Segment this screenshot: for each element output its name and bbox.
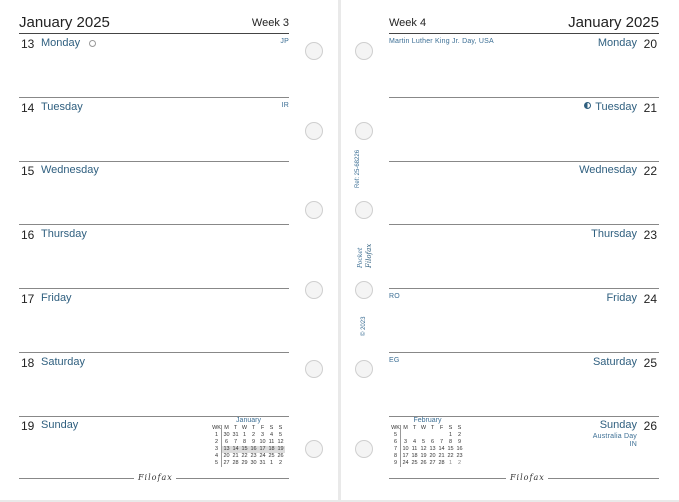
left-week-label: Week 3 (251, 17, 289, 29)
mini-calendar-cell[interactable]: 20 (223, 453, 230, 459)
mini-calendar-cell[interactable]: 12 (420, 446, 427, 452)
right-footer-rule-a (389, 478, 506, 479)
left-footer-rule-a (19, 478, 134, 479)
left-month-title: January 2025 (19, 14, 110, 31)
mini-calendar-cell[interactable]: 25 (411, 460, 418, 466)
spine-ref: Ref: 25-68226 (355, 149, 361, 188)
ring-hole (305, 122, 323, 140)
mini-calendar-cell[interactable]: 8 (391, 453, 401, 460)
mini-calendar-cell[interactable]: 29 (241, 460, 248, 466)
mini-calendar-cell[interactable]: 18 (411, 453, 418, 459)
day-name: Monday (41, 37, 81, 49)
day-row[interactable] (19, 161, 289, 225)
mini-calendar-header-cell: T (251, 425, 256, 431)
holiday-note: EG (389, 356, 400, 364)
mini-calendar-cell[interactable]: 22 (241, 453, 248, 459)
mini-calendar-title: January (236, 417, 261, 424)
mini-calendar-cell[interactable]: 26 (420, 460, 427, 466)
right-brand-logo: Filofax (510, 473, 545, 482)
day-name: Sunday (41, 419, 79, 432)
mini-calendar-week (212, 439, 285, 446)
mini-calendar-cell[interactable]: 4 (269, 432, 274, 438)
mini-calendar-cell[interactable]: 2 (212, 439, 222, 446)
ring-hole (305, 360, 323, 378)
mini-calendar-cell[interactable]: 30 (250, 460, 257, 466)
country-code: IR (281, 101, 289, 109)
mini-calendar-cell[interactable]: 28 (232, 460, 239, 466)
mini-calendar-cell[interactable]: 6 (430, 439, 435, 445)
mini-calendar-week (391, 453, 464, 460)
mini-calendar-header-cell: M (224, 425, 229, 431)
day-name: Tuesday (595, 100, 637, 113)
day-name: Saturday (592, 355, 637, 368)
mini-calendar-title: February (413, 417, 442, 424)
day-number: 15 (21, 164, 35, 179)
mini-calendar-cell[interactable]: 22 (447, 453, 454, 459)
mini-calendar-header-cell: W (420, 425, 427, 431)
ring-hole (355, 281, 373, 299)
mini-calendar-cell[interactable]: 31 (232, 432, 239, 438)
ring-hole (355, 122, 373, 140)
mini-calendar-cell[interactable]: 19 (420, 453, 427, 459)
mini-calendar-cell[interactable]: 23 (250, 453, 257, 459)
mini-calendar-cell[interactable]: 8 (242, 439, 247, 445)
mini-calendar-cell[interactable] (419, 432, 428, 439)
mini-calendar-cell[interactable]: 6 (224, 439, 229, 445)
mini-calendar-cell[interactable]: 1 (242, 432, 247, 438)
day-name: Tuesday (41, 100, 83, 113)
mini-calendar-cell[interactable]: 12 (277, 439, 284, 445)
mini-calendar-header-cell: T (412, 425, 417, 431)
day-name: Monday (597, 37, 637, 49)
mini-calendar-header-cell: W (241, 425, 248, 431)
day-row[interactable] (19, 225, 289, 289)
right-month-title: January 2025 (568, 14, 659, 31)
mini-calendar-cell[interactable]: 24 (259, 453, 266, 459)
day-number: 17 (21, 291, 35, 306)
mini-calendar-cell[interactable]: 19 (277, 446, 284, 452)
day-name: Thursday (591, 228, 637, 241)
mini-calendar-cell[interactable]: 17 (259, 446, 266, 452)
mini-calendar-header-cell: S (457, 425, 462, 431)
mini-calendar-header-cell: F (260, 425, 265, 431)
day-number: 22 (643, 164, 657, 179)
day-name: Friday (606, 291, 637, 304)
day-number: 20 (643, 37, 657, 51)
mini-calendar-cell[interactable]: 5 (421, 439, 426, 445)
left-page (0, 0, 338, 500)
mini-calendar-cell[interactable]: 2 (457, 460, 462, 466)
mini-calendar-cell[interactable] (428, 432, 437, 439)
february-mini-calendar (391, 417, 464, 467)
mini-calendar-cell[interactable]: 7 (233, 439, 238, 445)
mini-calendar-cell[interactable]: 7 (439, 439, 444, 445)
mini-calendar-cell[interactable]: 26 (277, 453, 284, 459)
mini-calendar-cell[interactable]: 17 (402, 453, 409, 459)
mini-calendar-cell[interactable]: 13 (429, 446, 436, 452)
mini-calendar-header-cell: S (448, 425, 453, 431)
mini-calendar-cell[interactable]: 21 (438, 453, 445, 459)
left-footer-rule-b (176, 478, 289, 479)
mini-calendar-header (391, 425, 464, 432)
ring-hole (305, 440, 323, 458)
day-number: 19 (21, 419, 35, 434)
holiday-note: Martin Luther King Jr. Day, USA (389, 38, 494, 45)
day-number: 23 (643, 228, 657, 243)
mini-calendar-cell[interactable]: 9 (457, 439, 462, 445)
mini-calendar-cell[interactable]: 14 (232, 446, 239, 452)
mini-calendar-cell[interactable]: 30 (223, 432, 230, 438)
mini-calendar-cell[interactable]: 6 (391, 439, 401, 446)
mini-calendar-cell[interactable]: 18 (268, 446, 275, 452)
january-mini-calendar (212, 417, 285, 467)
mini-calendar-cell[interactable]: 4 (412, 439, 417, 445)
mini-calendar-cell[interactable]: 4 (212, 453, 222, 460)
left-brand-logo: Filofax (138, 473, 173, 482)
country-code: IN (629, 441, 637, 449)
ring-hole (355, 201, 373, 219)
mini-calendar-header-cell: WK (391, 425, 400, 431)
day-name: Sunday (599, 419, 637, 432)
day-name: Thursday (41, 228, 87, 241)
mini-calendar-week (212, 460, 285, 467)
mini-calendar-week (212, 446, 285, 453)
mini-calendar-cell[interactable]: 1 (448, 460, 453, 466)
day-number: 21 (643, 100, 657, 115)
last-quarter-moon-icon (584, 102, 591, 109)
mini-calendar-cell[interactable]: 27 (223, 460, 230, 466)
day-number: 18 (21, 355, 35, 370)
mini-calendar-cell[interactable]: 20 (429, 453, 436, 459)
spine-brand-logo: Filofax (365, 243, 373, 268)
right-week-label: Week 4 (389, 17, 427, 29)
day-row[interactable] (389, 161, 659, 225)
ring-hole (305, 281, 323, 299)
mini-calendar-cell[interactable]: 5 (278, 432, 283, 438)
spine-size: Pocket (357, 247, 364, 268)
mini-calendar-cell[interactable]: 3 (260, 432, 265, 438)
mini-calendar-cell[interactable]: 1 (269, 460, 274, 466)
ring-hole (305, 201, 323, 219)
mini-calendar-week (391, 439, 464, 446)
mini-calendar-cell[interactable]: 16 (250, 446, 257, 452)
full-moon-icon (89, 40, 96, 47)
spine-copyright: © 2023 (361, 316, 367, 336)
mini-calendar-cell[interactable]: 7 (391, 446, 401, 453)
day-name: Friday (41, 291, 72, 304)
mini-calendar-cell[interactable]: 24 (402, 460, 409, 466)
mini-calendar-cell[interactable]: 5 (391, 432, 401, 439)
mini-calendar-cell[interactable]: 10 (259, 439, 266, 445)
ring-hole (355, 42, 373, 60)
mini-calendar-cell[interactable]: 1 (212, 432, 222, 439)
day-row[interactable] (389, 289, 659, 353)
right-footer-rule-b (548, 478, 659, 479)
mini-calendar-header-cell: F (439, 425, 444, 431)
mini-calendar-header (212, 425, 285, 432)
mini-calendar-cell[interactable]: 8 (448, 439, 453, 445)
day-number: 13 (21, 37, 35, 51)
day-name: Saturday (41, 355, 86, 368)
mini-calendar-cell[interactable]: 13 (223, 446, 230, 452)
mini-calendar-header-cell: M (403, 425, 408, 431)
day-number: 26 (643, 419, 657, 434)
day-row[interactable] (389, 34, 659, 98)
mini-calendar-cell[interactable]: 16 (456, 446, 463, 452)
mini-calendar-cell[interactable]: 23 (456, 453, 463, 459)
day-row[interactable] (19, 289, 289, 353)
mini-calendar-header-cell: S (269, 425, 274, 431)
ring-hole (355, 360, 373, 378)
day-row[interactable] (19, 34, 289, 98)
mini-calendar-cell[interactable]: 15 (447, 446, 454, 452)
mini-calendar-cell[interactable]: 1 (448, 432, 453, 438)
mini-calendar-cell[interactable]: 9 (251, 439, 256, 445)
day-number: 24 (643, 291, 657, 306)
mini-calendar-cell[interactable]: 21 (232, 453, 239, 459)
mini-calendar-cell[interactable]: 14 (438, 446, 445, 452)
right-page (341, 0, 679, 500)
mini-calendar-cell[interactable]: 11 (411, 446, 418, 452)
mini-calendar-cell[interactable]: 27 (429, 460, 436, 466)
day-name: Wednesday (579, 164, 637, 177)
day-row[interactable] (19, 353, 289, 417)
mini-calendar-cell[interactable]: 3 (212, 446, 222, 453)
mini-calendar-week (391, 432, 464, 439)
day-row[interactable] (389, 225, 659, 289)
ring-hole (305, 42, 323, 60)
mini-calendar-header-cell: T (430, 425, 435, 431)
mini-calendar-header-cell: T (233, 425, 238, 431)
day-row[interactable] (389, 353, 659, 417)
country-code: JP (280, 38, 289, 45)
mini-calendar-cell[interactable]: 10 (402, 446, 409, 452)
mini-calendar-cell[interactable]: 2 (457, 432, 462, 438)
mini-calendar-cell[interactable]: 9 (391, 460, 401, 467)
holiday-note-australia: Australia Day (592, 433, 637, 441)
day-row[interactable] (389, 98, 659, 162)
mini-calendar-header-cell: S (278, 425, 283, 431)
mini-calendar-cell[interactable]: 11 (268, 439, 275, 445)
mini-calendar-week (212, 432, 285, 439)
holiday-note: RO (389, 292, 400, 300)
day-row[interactable] (19, 98, 289, 162)
mini-calendar-week (391, 460, 464, 467)
mini-calendar-cell[interactable]: 2 (251, 432, 256, 438)
ring-hole (355, 440, 373, 458)
day-number: 25 (643, 355, 657, 370)
mini-calendar-cell[interactable]: 15 (241, 446, 248, 452)
mini-calendar-cell[interactable]: 3 (403, 439, 408, 445)
day-number: 14 (21, 100, 35, 115)
mini-calendar-cell[interactable]: 31 (259, 460, 266, 466)
day-number: 16 (21, 228, 35, 243)
mini-calendar-cell[interactable] (401, 432, 411, 439)
mini-calendar-cell[interactable]: 25 (268, 453, 275, 459)
mini-calendar-cell[interactable]: 5 (212, 460, 222, 467)
day-name: Wednesday (41, 164, 99, 177)
mini-calendar-cell[interactable] (437, 432, 446, 439)
mini-calendar-header-cell: WK (212, 425, 221, 431)
mini-calendar-week (212, 453, 285, 460)
mini-calendar-week (391, 446, 464, 453)
mini-calendar-cell[interactable]: 28 (438, 460, 445, 466)
mini-calendar-cell[interactable] (410, 432, 419, 439)
mini-calendar-cell[interactable]: 2 (278, 460, 283, 466)
